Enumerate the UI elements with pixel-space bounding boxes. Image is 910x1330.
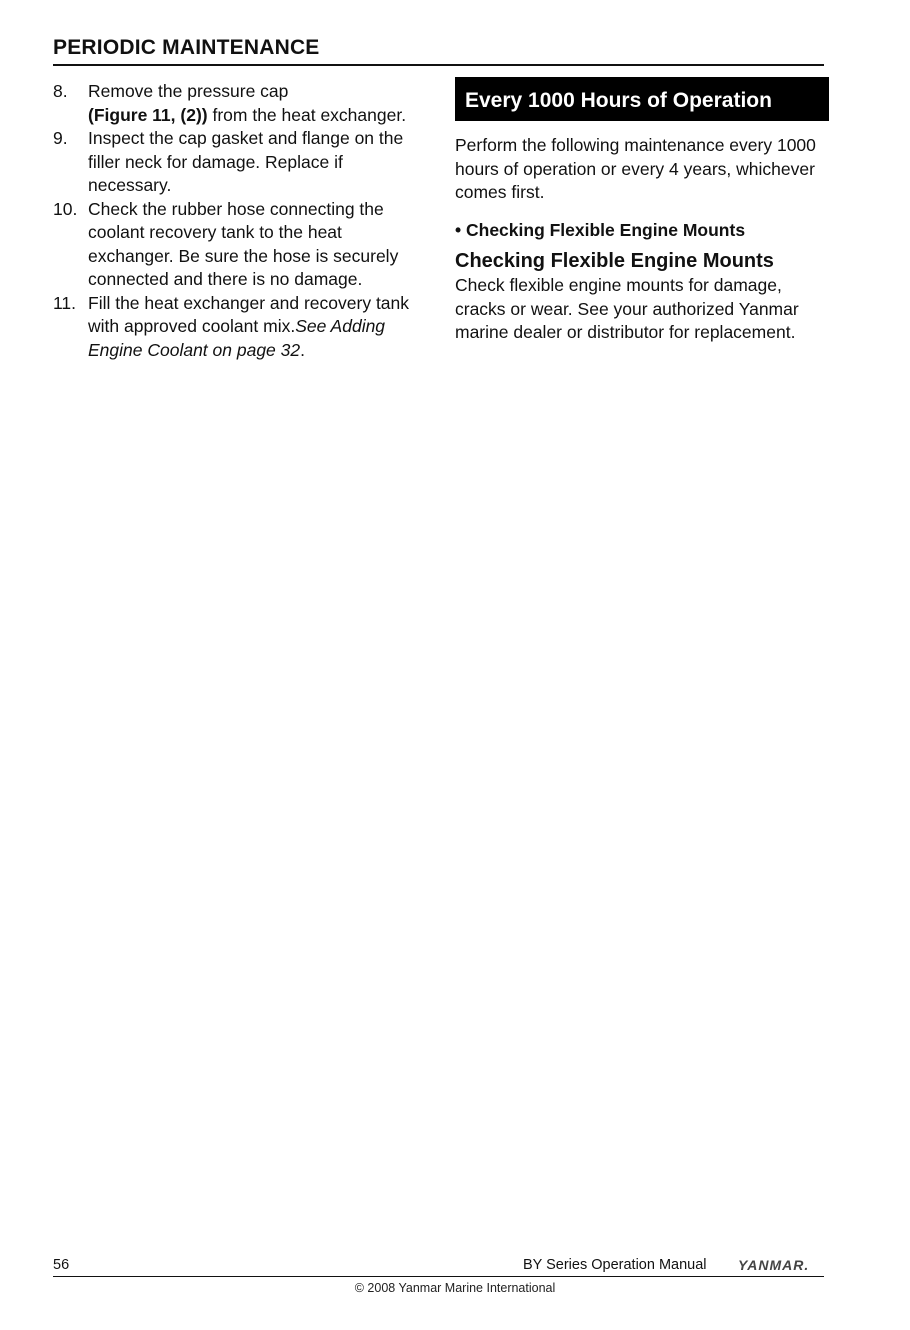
- step-text: Remove the pressure cap: [88, 81, 289, 101]
- step-11: [53, 292, 425, 363]
- page-header: [53, 36, 824, 66]
- copyright: © 2008 Yanmar Marine International: [354, 1281, 556, 1295]
- step-8: [53, 80, 425, 127]
- step-10: [53, 198, 425, 292]
- step-9: [53, 127, 425, 198]
- step-text: from the heat exchanger.: [207, 104, 407, 125]
- section-intro: Perform the following maintenance every 1000 hours of operation or every 4 years, whichever comes first.: [455, 135, 816, 202]
- page-number: 56: [53, 1257, 70, 1273]
- brand-logo: YANMAR.: [738, 1257, 810, 1273]
- manual-title: BY Series Operation Manual: [523, 1257, 707, 1273]
- task-bullet: • Checking Flexible Engine Mounts: [455, 219, 746, 240]
- page-title: PERIODIC MAINTENANCE: [53, 36, 320, 59]
- figure-reference: (Figure 11, (2)): [88, 104, 208, 125]
- cross-reference-link[interactable]: See Adding Engine Coolant on page 32: [88, 316, 386, 360]
- step-number: 8.: [53, 81, 68, 101]
- step-text-end: .: [300, 339, 305, 360]
- step-text: Inspect the cap gasket and flange on the filler neck for damage. Replace if necessary.: [88, 128, 404, 195]
- step-number: 11.: [53, 292, 77, 313]
- step-text: Check the rubber hose connecting the coolant recovery tank to the heat exchanger. Be sure the hose is securely connected and there is no damage.: [88, 198, 399, 289]
- task-body: Check flexible engine mounts for damage, cracks or wear. See your authorized Yanmar marine dealer or distributor for replacement.: [455, 275, 799, 342]
- task-heading: Checking Flexible Engine Mounts: [455, 250, 774, 272]
- step-number: 9.: [53, 128, 68, 148]
- procedure-steps: [53, 80, 425, 362]
- step-text: Fill the heat exchanger and recovery tank with approved coolant mix.: [88, 292, 410, 336]
- step-number: 10.: [53, 198, 78, 219]
- maintenance-section: [455, 77, 827, 345]
- footer-divider: [53, 1276, 824, 1277]
- section-banner: Every 1000 Hours of Operation: [455, 77, 829, 121]
